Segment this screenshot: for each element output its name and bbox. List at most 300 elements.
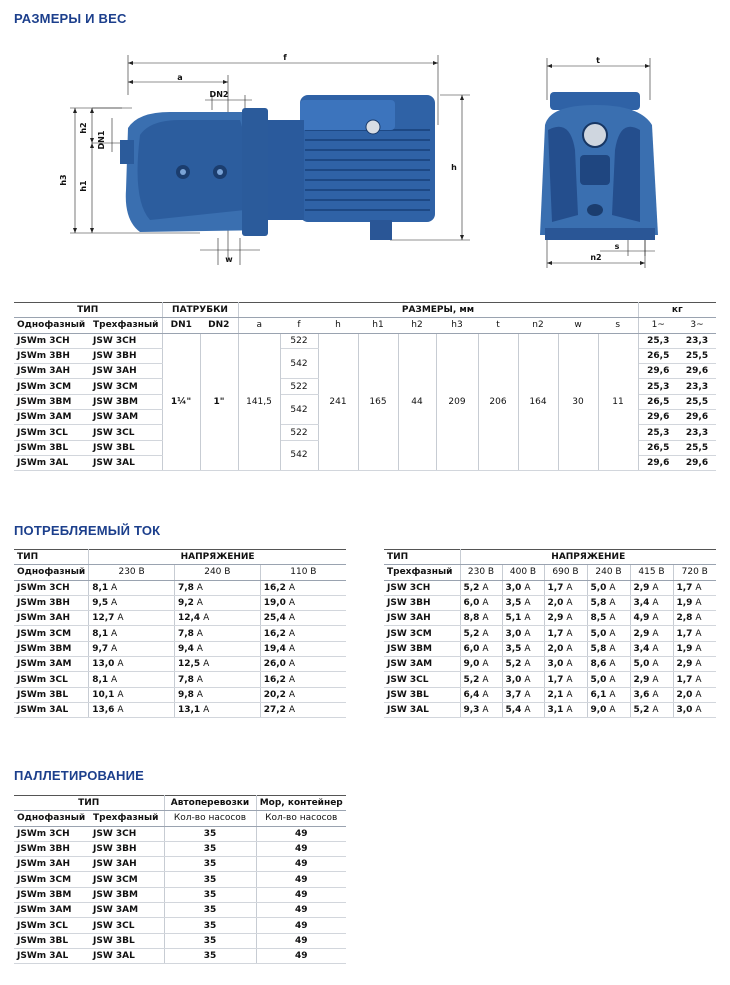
current-number: 2,9 bbox=[633, 628, 650, 639]
current-number: 3,5 bbox=[505, 643, 522, 654]
voltage-header: 230 В bbox=[460, 565, 502, 580]
current-unit: A bbox=[482, 705, 489, 716]
current-number: 2,0 bbox=[547, 598, 564, 609]
current-value bbox=[544, 641, 587, 656]
current-unit: A bbox=[117, 689, 124, 700]
dim-h-label: h bbox=[451, 163, 457, 172]
dim-col-header: w bbox=[558, 318, 598, 333]
dim-dn1-label: DN1 bbox=[97, 130, 106, 150]
current-value bbox=[673, 595, 716, 610]
model-name: JSW 3AH bbox=[384, 611, 460, 626]
dim-col-header: n2 bbox=[518, 318, 558, 333]
three-phase-model: JSW 3BM bbox=[90, 394, 162, 409]
current-number: 5,0 bbox=[633, 659, 650, 670]
current-unit: A bbox=[609, 628, 616, 639]
current-unit: A bbox=[288, 659, 295, 670]
current-number: 9,3 bbox=[463, 705, 480, 716]
current-number: 1,7 bbox=[676, 628, 693, 639]
model-name: JSWm 3CM bbox=[14, 626, 89, 641]
current-unit: A bbox=[566, 598, 573, 609]
current-value bbox=[630, 595, 673, 610]
dim-s: 11 bbox=[598, 333, 638, 471]
current-value bbox=[260, 626, 346, 641]
current-value bbox=[174, 641, 260, 656]
current-unit: A bbox=[652, 659, 659, 670]
dim-f: 542 bbox=[280, 348, 318, 379]
current-number: 3,0 bbox=[547, 659, 564, 670]
current-value bbox=[260, 687, 346, 702]
current-unit: A bbox=[609, 674, 616, 685]
current-number: 3,7 bbox=[505, 689, 522, 700]
dim-h3: 209 bbox=[436, 333, 478, 471]
current-number: 5,2 bbox=[633, 705, 650, 716]
pallet-row bbox=[14, 933, 346, 948]
current-value bbox=[544, 672, 587, 687]
current-value bbox=[502, 657, 544, 672]
current-value bbox=[673, 611, 716, 626]
current-number: 5,2 bbox=[463, 628, 480, 639]
current-number: 5,2 bbox=[463, 582, 480, 593]
three-phase-model: JSW 3AH bbox=[90, 364, 162, 379]
current-value bbox=[502, 595, 544, 610]
current-number: 5,8 bbox=[590, 598, 607, 609]
current-unit: A bbox=[288, 628, 295, 639]
single-phase-model: JSWm 3BH bbox=[14, 841, 90, 856]
current-value bbox=[544, 595, 587, 610]
pl-hdr-type: ТИП bbox=[14, 796, 164, 811]
single-phase-model: JSWm 3BL bbox=[14, 440, 90, 455]
current-unit: A bbox=[117, 613, 124, 624]
current-unit: A bbox=[482, 674, 489, 685]
current-number: 7,8 bbox=[177, 628, 194, 639]
dim-col-header: a bbox=[238, 318, 280, 333]
single-phase-model: JSWm 3AH bbox=[14, 364, 90, 379]
current-value bbox=[174, 626, 260, 641]
current-number: 16,2 bbox=[263, 582, 286, 593]
current-unit: A bbox=[566, 643, 573, 654]
pump-side-view bbox=[120, 95, 435, 240]
weight-single-phase: 25,3 bbox=[638, 333, 678, 348]
current-row bbox=[14, 657, 346, 672]
current-row bbox=[14, 672, 346, 687]
current-unit: A bbox=[482, 582, 489, 593]
phase-label: Трехфазный bbox=[384, 565, 460, 580]
dim-t-label: t bbox=[596, 56, 600, 65]
dim-f-label: f bbox=[283, 53, 287, 62]
model-name: JSWm 3BH bbox=[14, 595, 89, 610]
dim-col-header: Трехфазный bbox=[90, 318, 162, 333]
current-number: 3,4 bbox=[633, 643, 650, 654]
current-row bbox=[14, 626, 346, 641]
pallet-table bbox=[14, 795, 346, 964]
current-unit: A bbox=[609, 659, 616, 670]
current-unit: A bbox=[203, 705, 210, 716]
model-name: JSWm 3BM bbox=[14, 641, 89, 656]
current-unit: A bbox=[652, 689, 659, 700]
current-value bbox=[587, 702, 630, 717]
truck-count: 35 bbox=[164, 826, 256, 841]
dim-w: 30 bbox=[558, 333, 598, 471]
three-phase-model: JSW 3BH bbox=[90, 348, 162, 363]
current-value bbox=[502, 641, 544, 656]
three-phase-model: JSW 3AL bbox=[90, 455, 162, 470]
single-phase-model: JSWm 3CH bbox=[14, 333, 90, 348]
pallet-row bbox=[14, 903, 346, 918]
current-row bbox=[384, 657, 716, 672]
current-number: 16,2 bbox=[263, 628, 286, 639]
section-title-current: ПОТРЕБЛЯЕМЫЙ ТОК bbox=[14, 523, 161, 538]
current-unit: A bbox=[652, 613, 659, 624]
current-unit: A bbox=[524, 582, 531, 593]
dim-h1-label: h1 bbox=[79, 180, 88, 192]
three-phase-model: JSW 3AL bbox=[90, 948, 164, 963]
current-number: 7,8 bbox=[177, 674, 194, 685]
current-unit: A bbox=[203, 659, 210, 670]
truck-count: 35 bbox=[164, 933, 256, 948]
current-value bbox=[544, 657, 587, 672]
dim-col-header: h1 bbox=[358, 318, 398, 333]
truck-count: 35 bbox=[164, 887, 256, 902]
three-phase-model: JSW 3CM bbox=[90, 872, 164, 887]
current-value bbox=[630, 687, 673, 702]
current-unit: A bbox=[524, 705, 531, 716]
ct-hdr-voltage: НАПРЯЖЕНИЕ bbox=[460, 550, 716, 565]
current-value bbox=[260, 672, 346, 687]
current-unit: A bbox=[609, 582, 616, 593]
current-unit: A bbox=[652, 598, 659, 609]
current-value bbox=[260, 702, 346, 717]
single-phase-model: JSWm 3AL bbox=[14, 948, 90, 963]
current-unit: A bbox=[524, 689, 531, 700]
three-phase-model: JSW 3BM bbox=[90, 887, 164, 902]
weight-single-phase: 29,6 bbox=[638, 364, 678, 379]
weight-single-phase: 26,5 bbox=[638, 394, 678, 409]
dim-row bbox=[14, 333, 716, 348]
current-value bbox=[587, 611, 630, 626]
current-value bbox=[460, 657, 502, 672]
dim-s-label: s bbox=[614, 242, 620, 251]
current-number: 12,4 bbox=[177, 613, 201, 624]
dim-col-header: DN1 bbox=[162, 318, 200, 333]
current-number: 6,0 bbox=[463, 643, 480, 654]
current-number: 6,0 bbox=[463, 598, 480, 609]
current-row bbox=[384, 626, 716, 641]
current-number: 9,0 bbox=[590, 705, 607, 716]
current-number: 2,0 bbox=[547, 643, 564, 654]
current-number: 2,0 bbox=[676, 689, 693, 700]
voltage-header: 400 В bbox=[502, 565, 544, 580]
current-unit: A bbox=[288, 598, 295, 609]
pallet-row bbox=[14, 841, 346, 856]
hdr-dimensions: РАЗМЕРЫ, мм bbox=[238, 303, 638, 318]
current-value bbox=[460, 611, 502, 626]
current-number: 3,6 bbox=[633, 689, 650, 700]
dim-n2: 164 bbox=[518, 333, 558, 471]
current-single-table bbox=[14, 549, 346, 718]
current-number: 8,5 bbox=[590, 613, 607, 624]
dim-h2: 44 bbox=[398, 333, 436, 471]
current-unit: A bbox=[196, 598, 203, 609]
current-number: 9,8 bbox=[177, 689, 194, 700]
voltage-header: 720 В bbox=[673, 565, 716, 580]
pallet-row bbox=[14, 857, 346, 872]
current-unit: A bbox=[203, 613, 210, 624]
current-unit: A bbox=[524, 674, 531, 685]
current-value bbox=[587, 657, 630, 672]
dim-col-header: s bbox=[598, 318, 638, 333]
sea-count: 49 bbox=[256, 857, 346, 872]
current-row bbox=[384, 702, 716, 717]
current-value bbox=[89, 687, 175, 702]
single-phase-model: JSWm 3CH bbox=[14, 826, 90, 841]
current-row bbox=[384, 580, 716, 595]
current-value bbox=[89, 702, 175, 717]
three-phase-model: JSW 3CM bbox=[90, 379, 162, 394]
current-value bbox=[587, 687, 630, 702]
dim-col-header: Однофазный bbox=[14, 318, 90, 333]
weight-single-phase: 25,3 bbox=[638, 379, 678, 394]
current-number: 9,2 bbox=[177, 598, 194, 609]
current-unit: A bbox=[482, 613, 489, 624]
current-unit: A bbox=[524, 613, 531, 624]
single-phase-model: JSWm 3CM bbox=[14, 379, 90, 394]
current-value bbox=[174, 672, 260, 687]
current-value bbox=[544, 611, 587, 626]
current-number: 3,1 bbox=[547, 705, 564, 716]
truck-count: 35 bbox=[164, 948, 256, 963]
dim-subheader-row bbox=[14, 318, 716, 333]
current-value bbox=[630, 580, 673, 595]
pump-dimension-drawing bbox=[0, 0, 730, 280]
current-value bbox=[630, 626, 673, 641]
current-value bbox=[630, 672, 673, 687]
current-row bbox=[384, 687, 716, 702]
three-phase-model: JSW 3BH bbox=[90, 841, 164, 856]
current-number: 1,9 bbox=[676, 598, 693, 609]
pallet-col-header: Трехфазный bbox=[90, 811, 164, 826]
current-number: 5,1 bbox=[505, 613, 522, 624]
current-number: 3,0 bbox=[505, 582, 522, 593]
three-phase-model: JSW 3CH bbox=[90, 826, 164, 841]
current-value bbox=[89, 595, 175, 610]
current-number: 12,5 bbox=[177, 659, 201, 670]
current-unit: A bbox=[695, 674, 702, 685]
section-title-pallet: ПАЛЛЕТИРОВАНИЕ bbox=[14, 768, 145, 783]
current-value bbox=[89, 611, 175, 626]
voltage-header: 230 В bbox=[89, 565, 175, 580]
current-number: 13,6 bbox=[92, 705, 115, 716]
pallet-row bbox=[14, 918, 346, 933]
dim-col-header: f bbox=[280, 318, 318, 333]
current-row bbox=[384, 672, 716, 687]
current-unit: A bbox=[524, 598, 531, 609]
weight-three-phase: 29,6 bbox=[678, 364, 716, 379]
current-number: 12,7 bbox=[92, 613, 115, 624]
three-phase-model: JSW 3BL bbox=[90, 440, 162, 455]
dim-h1: 165 bbox=[358, 333, 398, 471]
current-number: 8,1 bbox=[92, 628, 109, 639]
current-value bbox=[630, 611, 673, 626]
model-name: JSWm 3AL bbox=[14, 702, 89, 717]
sea-count: 49 bbox=[256, 887, 346, 902]
model-name: JSWm 3CH bbox=[14, 580, 89, 595]
dim-dn2-label: DN2 bbox=[209, 90, 229, 99]
pallet-col-header: Однофазный bbox=[14, 811, 90, 826]
current-number: 16,2 bbox=[263, 674, 286, 685]
dim-dn1: 1¼" bbox=[162, 333, 200, 471]
pallet-col-header: Кол-во насосов bbox=[256, 811, 346, 826]
dim-col-header: t bbox=[478, 318, 518, 333]
current-value bbox=[174, 657, 260, 672]
current-value bbox=[544, 702, 587, 717]
current-value bbox=[630, 657, 673, 672]
dim-f: 522 bbox=[280, 425, 318, 440]
current-unit: A bbox=[566, 659, 573, 670]
current-value bbox=[587, 580, 630, 595]
current-row bbox=[14, 641, 346, 656]
current-number: 2,9 bbox=[633, 674, 650, 685]
current-unit: A bbox=[695, 613, 702, 624]
current-unit: A bbox=[609, 689, 616, 700]
sea-count: 49 bbox=[256, 903, 346, 918]
pallet-row bbox=[14, 948, 346, 963]
phase-label: Однофазный bbox=[14, 565, 89, 580]
weight-three-phase: 23,3 bbox=[678, 379, 716, 394]
weight-three-phase: 29,6 bbox=[678, 410, 716, 425]
current-unit: A bbox=[695, 582, 702, 593]
current-unit: A bbox=[524, 659, 531, 670]
model-name: JSW 3CH bbox=[384, 580, 460, 595]
current-value bbox=[544, 626, 587, 641]
dim-a-label: a bbox=[177, 73, 183, 82]
current-unit: A bbox=[482, 628, 489, 639]
weight-single-phase: 26,5 bbox=[638, 440, 678, 455]
sea-count: 49 bbox=[256, 826, 346, 841]
current-unit: A bbox=[482, 659, 489, 670]
current-value bbox=[673, 657, 716, 672]
dim-f: 542 bbox=[280, 440, 318, 471]
truck-count: 35 bbox=[164, 918, 256, 933]
model-name: JSWm 3AH bbox=[14, 611, 89, 626]
current-unit: A bbox=[609, 598, 616, 609]
pallet-col-header: Кол-во насосов bbox=[164, 811, 256, 826]
dim-col-header: h3 bbox=[436, 318, 478, 333]
current-unit: A bbox=[111, 582, 118, 593]
voltage-header: 240 В bbox=[174, 565, 260, 580]
current-unit: A bbox=[196, 628, 203, 639]
current-number: 8,1 bbox=[92, 582, 109, 593]
voltage-header: 690 В bbox=[544, 565, 587, 580]
current-number: 6,4 bbox=[463, 689, 480, 700]
current-unit: A bbox=[652, 628, 659, 639]
cs-subheader-row bbox=[14, 565, 346, 580]
dim-h: 241 bbox=[318, 333, 358, 471]
current-number: 5,2 bbox=[463, 674, 480, 685]
dim-f: 542 bbox=[280, 394, 318, 425]
three-phase-model: JSW 3BL bbox=[90, 933, 164, 948]
current-value bbox=[544, 687, 587, 702]
current-unit: A bbox=[111, 628, 118, 639]
pl-hdr-truck: Автоперевозки bbox=[164, 796, 256, 811]
current-number: 20,2 bbox=[263, 689, 286, 700]
single-phase-model: JSWm 3CL bbox=[14, 918, 90, 933]
current-number: 4,9 bbox=[633, 613, 650, 624]
single-phase-model: JSWm 3BM bbox=[14, 394, 90, 409]
current-number: 5,0 bbox=[590, 628, 607, 639]
current-number: 2,9 bbox=[547, 613, 564, 624]
current-number: 3,0 bbox=[505, 674, 522, 685]
current-unit: A bbox=[482, 689, 489, 700]
three-phase-model: JSW 3AH bbox=[90, 857, 164, 872]
weight-single-phase: 29,6 bbox=[638, 410, 678, 425]
current-row bbox=[14, 687, 346, 702]
current-value bbox=[673, 687, 716, 702]
current-unit: A bbox=[111, 674, 118, 685]
single-phase-model: JSWm 3CM bbox=[14, 872, 90, 887]
current-row bbox=[384, 641, 716, 656]
model-name: JSW 3BL bbox=[384, 687, 460, 702]
current-number: 13,0 bbox=[92, 659, 115, 670]
current-unit: A bbox=[196, 643, 203, 654]
weight-single-phase: 25,3 bbox=[638, 425, 678, 440]
current-value bbox=[260, 657, 346, 672]
single-phase-model: JSWm 3AL bbox=[14, 455, 90, 470]
current-value bbox=[587, 595, 630, 610]
current-value bbox=[502, 580, 544, 595]
current-number: 2,9 bbox=[676, 659, 693, 670]
current-number: 3,0 bbox=[676, 705, 693, 716]
current-value bbox=[89, 672, 175, 687]
truck-count: 35 bbox=[164, 903, 256, 918]
current-value bbox=[460, 702, 502, 717]
current-unit: A bbox=[482, 643, 489, 654]
current-value bbox=[89, 641, 175, 656]
three-phase-model: JSW 3CH bbox=[90, 333, 162, 348]
voltage-header: 110 В bbox=[260, 565, 346, 580]
dim-h2-label: h2 bbox=[79, 122, 88, 134]
current-unit: A bbox=[695, 705, 702, 716]
current-value bbox=[673, 702, 716, 717]
three-phase-model: JSW 3AM bbox=[90, 903, 164, 918]
dim-f: 522 bbox=[280, 333, 318, 348]
current-number: 1,7 bbox=[547, 628, 564, 639]
sea-count: 49 bbox=[256, 841, 346, 856]
current-number: 25,4 bbox=[263, 613, 286, 624]
sea-count: 49 bbox=[256, 948, 346, 963]
pl-subheader-row bbox=[14, 811, 346, 826]
model-name: JSWm 3BL bbox=[14, 687, 89, 702]
dim-n2-label: n2 bbox=[590, 253, 602, 262]
current-value bbox=[502, 687, 544, 702]
current-value bbox=[460, 687, 502, 702]
current-value bbox=[587, 626, 630, 641]
current-value bbox=[673, 580, 716, 595]
cs-hdr-voltage: НАПРЯЖЕНИЕ bbox=[89, 550, 346, 565]
model-name: JSW 3CL bbox=[384, 672, 460, 687]
pallet-row bbox=[14, 872, 346, 887]
current-unit: A bbox=[566, 582, 573, 593]
current-unit: A bbox=[566, 705, 573, 716]
current-row bbox=[14, 702, 346, 717]
current-value bbox=[630, 641, 673, 656]
current-value bbox=[460, 672, 502, 687]
current-unit: A bbox=[524, 643, 531, 654]
current-value bbox=[89, 580, 175, 595]
three-phase-model: JSW 3CL bbox=[90, 918, 164, 933]
three-phase-model: JSW 3AM bbox=[90, 410, 162, 425]
current-value bbox=[260, 580, 346, 595]
dim-w-label: w bbox=[225, 255, 233, 264]
